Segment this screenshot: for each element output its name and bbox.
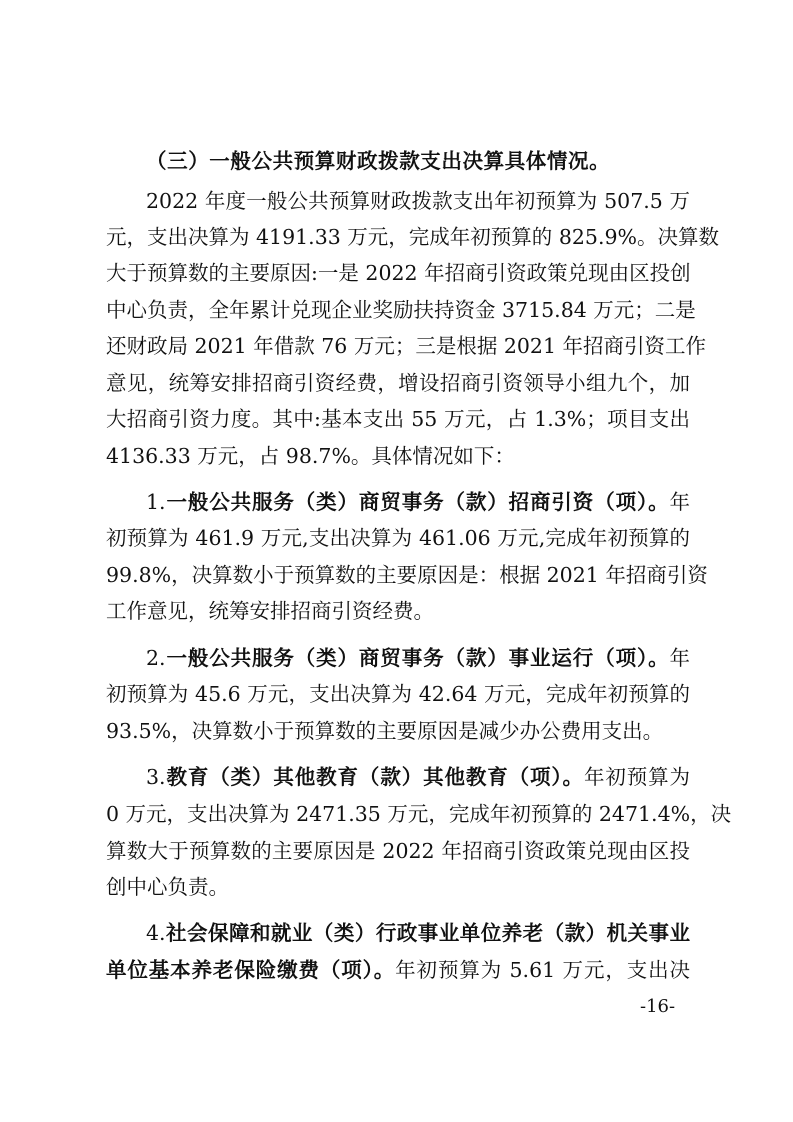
item-4-line-1 bbox=[146, 918, 690, 948]
item-3-line-4: 创中心负责。 bbox=[106, 875, 229, 899]
item-2-number: 2. bbox=[146, 646, 166, 670]
section-heading: （三）一般公共预算财政拨款支出决算具体情况。 bbox=[146, 149, 611, 173]
item-2-line-1-tail: 年 bbox=[669, 646, 690, 670]
item-2-line-2: 初预算为 45.6 万元，支出决算为 42.64 万元，完成年初预算的 bbox=[106, 682, 690, 706]
item-3-line-3: 算数大于预算数的主要原因是 2022 年招商引资政策兑现由区投 bbox=[106, 839, 690, 863]
item-3-line-1-tail: 年初预算为 bbox=[583, 765, 691, 789]
intro-line-5: 还财政局 2021 年借款 76 万元；三是根据 2021 年招商引资工作 bbox=[106, 334, 707, 358]
intro-line-3: 大于预算数的主要原因:一是 2022 年招商引资政策兑现由区投创 bbox=[106, 261, 691, 285]
item-1-title: 一般公共服务（类）商贸事务（款）招商引资（项）。 bbox=[165, 490, 670, 514]
item-3-line-2: 0 万元，支出决算为 2471.35 万元，完成年初预算的 2471.4%，决 bbox=[106, 802, 732, 826]
item-4-title-part-1: 社会保障和就业（类）行政事业单位养老（款）机关事业 bbox=[165, 921, 690, 945]
item-1-line-1-tail: 年 bbox=[669, 490, 690, 514]
item-4-line-2-tail: 年初预算为 5.61 万元，支出决 bbox=[395, 958, 690, 982]
item-2-line-1 bbox=[146, 643, 690, 673]
intro-line-1: 2022 年度一般公共预算财政拨款支出年初预算为 507.5 万 bbox=[146, 189, 690, 213]
item-1-line-1 bbox=[146, 487, 690, 517]
item-3-line-1 bbox=[146, 762, 690, 792]
item-2-line-3: 93.5%，决算数小于预算数的主要原因是减少办公费用支出。 bbox=[106, 719, 664, 743]
item-1-line-2: 初预算为 461.9 万元,支出决算为 461.06 万元,完成年初预算的 bbox=[106, 526, 690, 550]
item-1-line-4: 工作意见，统筹安排招商引资经费。 bbox=[106, 599, 434, 623]
item-1-number: 1. bbox=[146, 490, 166, 514]
item-4-line-2 bbox=[106, 955, 690, 985]
item-4-title-part-2: 单位基本养老保险缴费（项）。 bbox=[106, 958, 396, 982]
intro-line-4: 中心负责，全年累计兑现企业奖励扶持资金 3715.84 万元；二是 bbox=[106, 298, 696, 322]
item-2-title: 一般公共服务（类）商贸事务（款）事业运行（项）。 bbox=[165, 646, 670, 670]
item-3-number: 3. bbox=[146, 765, 166, 789]
item-3-title: 教育（类）其他教育（款）其他教育（项）。 bbox=[165, 765, 584, 789]
item-4-number: 4. bbox=[146, 921, 166, 945]
page-number: -16- bbox=[640, 996, 676, 1017]
intro-line-2: 元，支出决算为 4191.33 万元，完成年初预算的 825.9%。决算数 bbox=[106, 225, 719, 249]
intro-line-8: 4136.33 万元，占 98.7%。具体情况如下： bbox=[106, 444, 515, 468]
item-1-line-3: 99.8%，决算数小于预算数的主要原因是：根据 2021 年招商引资 bbox=[106, 563, 708, 587]
intro-line-6: 意见，统筹安排招商引资经费，增设招商引资领导小组九个，加 bbox=[106, 371, 690, 395]
intro-line-7: 大招商引资力度。其中:基本支出 55 万元，占 1.3%；项目支出 bbox=[106, 407, 690, 431]
